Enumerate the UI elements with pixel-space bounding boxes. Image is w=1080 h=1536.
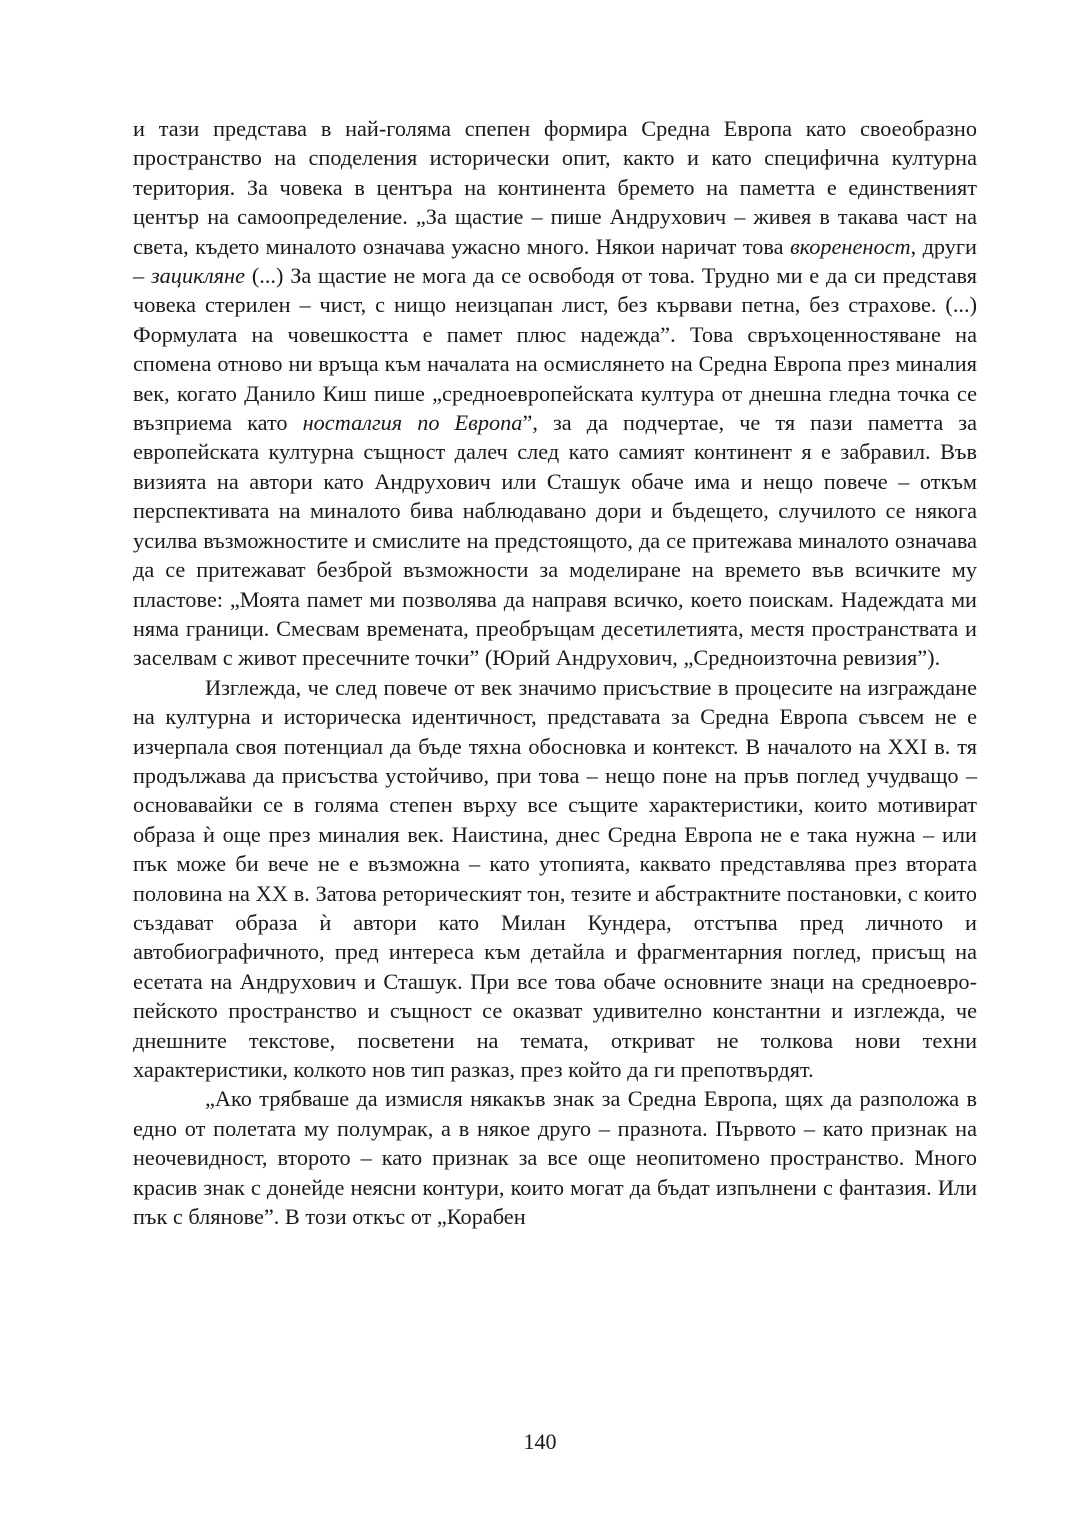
paragraph-1-seg-4: (...) За щастие не мога да се освободя от това. Трудно ми е да си представя човека стерилен – чист, с нищо неизцапан лист, без кървави петна, без страхове. (...) Формулата на човешкостта е памет плюс надежда”. Това свръхоценностяване на спомена отново ни връща към началата на осмислянето на Средна Европа през миналия век, когато Данило Киш пише „средноевропейската култура от днешна гледна точка се възприема като [133,263,977,436]
page-number: 140 [523,1429,557,1454]
paragraph-1-seg-6: ”, за да подчертае, че тя пази паметта за европейската културна същност далеч след като самият континент я е забравил. Във визията на автори като Андрухович или Сташук обаче има и нещо повече – откъм перспективата на миналото бива наблюдавано дори и бъдещето, случилото се някога усилва възможностите и смислите на предстоящото, да се притежава миналото означава да се притежават безброй възможности за моделиране на времето във всичките му пластове: „Моята памет ми позволява да направя всичко, което поискам. Надеждата ми няма граници. Смесвам времената, преобръщам десетилетията, местя пространствата и заселвам с живот пресечните точки” (Юрий Андрухович, „Средноизточна ревизия”). [133,410,977,671]
paragraph-1 [133,114,977,673]
paragraph-1-seg-0: и тази представа в най-голяма спепен формира Средна Европа като своеобразно пространство на споделения исторически опит, както и като специфична културна територия. За човека в центъра на континента бремето на паметта е единственият център на самоопределение. „За щастие – пише Андрухович – живея в такава част на света, където миналото означава ужасно много. Някои наричат това [133,116,977,259]
paragraph-2-seg-0: Изглежда, че след повече от век значимо присъствие в процесите на изграждане на културна и историческа идентичност, представата за Средна Европа съвсем не е изчерпала своя потенциал да бъде тяхна обосновка и контекст. В началото на XXI в. тя продължава да присъства устойчиво, при това – нещо поне на пръв поглед учудващо – основавайки се в голяма степен върху все същите характеристики, които мотивират образа ѝ още през миналия век. Наистина, днес Средна Европа не е така нужна – или пък може би вече не е възможна – като утопията, каквато представлява през втората половина на XX в. Затова реторическият тон, тезите и абстрактните постановки, с които създават образа ѝ автори като Милан Кундера, отстъпва пред личното и автобиографичното, пред интереса към детайла и фрагментарния поглед, присъщ на есетата на Андрухович и Сташук. При все това обаче основните знаци на средноевропейското пространство и същност се оказват удивително константни и изглежда, че днешните текстове, посветени на темата, откриват не толкова нови техни характеристики, колкото нов тип разказ, през който да ги препотвърдят. [133,674,977,1082]
paragraph-1-seg-3: зацикляне [150,263,246,289]
paragraph-1-seg-5: носталгия по Европа [302,410,523,436]
page-body [133,114,977,1404]
paragraph-1-seg-2: , други – [133,233,977,289]
paragraph-2 [133,673,977,1085]
paragraph-3 [133,1084,977,1231]
paragraph-1-seg-1: вкорененост [789,233,911,259]
paragraph-3-seg-0: „Ако трябваше да измисля някакъв знак за Средна Европа, щях да разположа в едно от полетата му полумрак, а в някое друго – празнота. Първото – като признак на неочевидност, второто – като признак за все още неопитомено пространство. Много красив знак с донейде неясни контури, които могат да бъдат изпълнени с фантазия. Или пък с блянове”. В този откъс от „Корабен [133,1086,977,1230]
